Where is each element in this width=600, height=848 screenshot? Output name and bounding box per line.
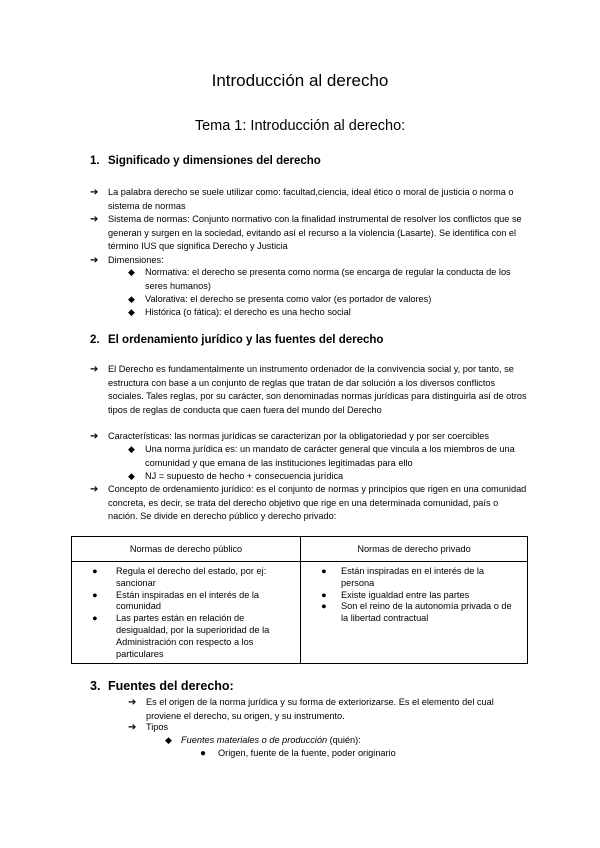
fuentes-materiales-label: Fuentes materiales o de producción	[181, 735, 328, 745]
list-item: ● Son el reino de la autonomía privada o de la libertad contractual	[321, 601, 512, 624]
arrow-right-icon: ➔	[90, 484, 99, 495]
document-title: Introducción al derecho	[211, 71, 389, 90]
dot-bullet-icon: ●	[321, 601, 327, 612]
dot-bullet-icon: ●	[92, 566, 98, 576]
list-item: ➔ La palabra derecho se suele utilizar como: facultad,ciencia, ideal ético o moral de justicia o norma o sistema de normas	[90, 187, 514, 211]
arrow-right-icon: ➔	[90, 214, 99, 225]
section-number: 1.	[90, 155, 100, 167]
diamond-bullet-icon: ◆	[128, 471, 135, 481]
table-header-public: Normas de derecho público	[72, 537, 301, 562]
arrow-right-icon: ➔	[90, 364, 99, 375]
list-item: ➔ Características: las normas jurídicas se caracterizan por la obligatoriedad y por ser coercibles	[90, 431, 489, 442]
arrow-right-icon: ➔	[128, 722, 137, 733]
list-item: ➔ Tipos	[128, 722, 169, 733]
list-item: ➔ El Derecho es fundamentalmente un instrumento ordenador de la convivencia social y, por tanto, se estructura con base a un conjunto de reglas que tratan de dar solución a los diversos conflictos sociales. Tales reglas, por su carácter, son denominadas normas jurídicas para distinguirla así de otros tipos de reglas de conducta que caen fuera del mundo del Derecho	[90, 364, 527, 415]
list-item: ➔ Sistema de normas: Conjunto normativo con la finalidad instrumental de resolver los conflictos que se generan y surgen en la sociedad, evitando así el recurso a la violencia (Lasarte). Se identifica con el término IUS que significa Derecho y Justicia	[90, 214, 522, 252]
table-cell-public	[72, 562, 301, 664]
law-table	[71, 536, 528, 664]
arrow-right-icon: ➔	[90, 255, 99, 266]
section-2-heading	[90, 334, 383, 346]
dot-bullet-icon: ●	[321, 589, 327, 600]
tema-heading: Tema 1: Introducción al derecho:	[194, 118, 406, 134]
list-item: ◆ Histórica (o fática): el derecho es una hecho social	[128, 306, 530, 320]
list-item: ● Están inspiradas en el interés de la persona	[321, 566, 485, 588]
diamond-bullet-icon: ◆	[165, 735, 172, 745]
list-item: ● Las partes están en relación de desigualdad, por la superioridad de la Administración con respecto a los particulares	[92, 613, 270, 659]
dot-bullet-icon: ●	[92, 613, 98, 624]
section-title: El ordenamiento jurídico y las fuentes del derecho	[108, 334, 384, 346]
list-item: ➔ Es el origen de la norma jurídica y su forma de exteriorizarse. Es el elemento del cual proviene el derecho, su origen, y su instrumento.	[128, 697, 494, 721]
list-item: ◆ NJ = supuesto de hecho + consecuencia jurídica	[128, 470, 530, 484]
dot-bullet-icon: ●	[92, 589, 98, 600]
list-item: ➔ Dimensiones:	[90, 255, 164, 266]
list-item: ◆ Normativa: el derecho se presenta como norma (se encarga de regular la conducta de los seres humanos)	[128, 267, 511, 291]
section-1-heading	[90, 155, 321, 167]
list-item: ◆ Una norma jurídica es: un mandato de carácter general que vincula a los miembros de una comunidad y que emana de las instituciones legitimadas para ello	[128, 444, 515, 468]
diamond-bullet-icon: ◆	[128, 294, 135, 304]
section-number: 2.	[90, 334, 100, 346]
section-title: Significado y dimensiones del derecho	[108, 155, 321, 167]
diamond-bullet-icon: ◆	[128, 307, 135, 317]
list-item: ● Están inspiradas en el interés de la comunidad	[92, 589, 260, 612]
section-3-heading	[90, 679, 234, 693]
list-item: ● Regula el derecho del estado, por ej: sancionar	[92, 566, 267, 588]
arrow-right-icon: ➔	[90, 187, 99, 198]
list-item: ● Origen, fuente de la fuente, poder originario	[200, 748, 396, 759]
list-item	[165, 734, 530, 748]
list-item: ➔ Concepto de ordenamiento jurídico: es el conjunto de normas y principios que rigen en una comunidad concreta, es decir, se trata del derecho objetivo que rige en una determinada comunidad, país o nación. Se divide en derecho público y derecho privado:	[90, 484, 527, 522]
table-header-private: Normas de derecho privado	[301, 537, 528, 562]
section-number: 3.	[90, 679, 101, 693]
fuentes-materiales-qualifier: (quién):	[327, 735, 361, 745]
diamond-bullet-icon: ◆	[128, 444, 135, 454]
dot-bullet-icon: ●	[321, 566, 327, 576]
arrow-right-icon: ➔	[90, 431, 99, 442]
arrow-right-icon: ➔	[128, 697, 137, 708]
list-item: ◆ Valorativa: el derecho se presenta como valor (es portador de valores)	[128, 293, 530, 307]
diamond-bullet-icon: ◆	[128, 267, 135, 277]
dot-bullet-icon: ●	[200, 748, 207, 759]
table-cell-private	[301, 562, 528, 664]
list-item: ● Existe igualdad entre las partes	[321, 589, 470, 600]
section-title: Fuentes del derecho:	[108, 679, 234, 693]
